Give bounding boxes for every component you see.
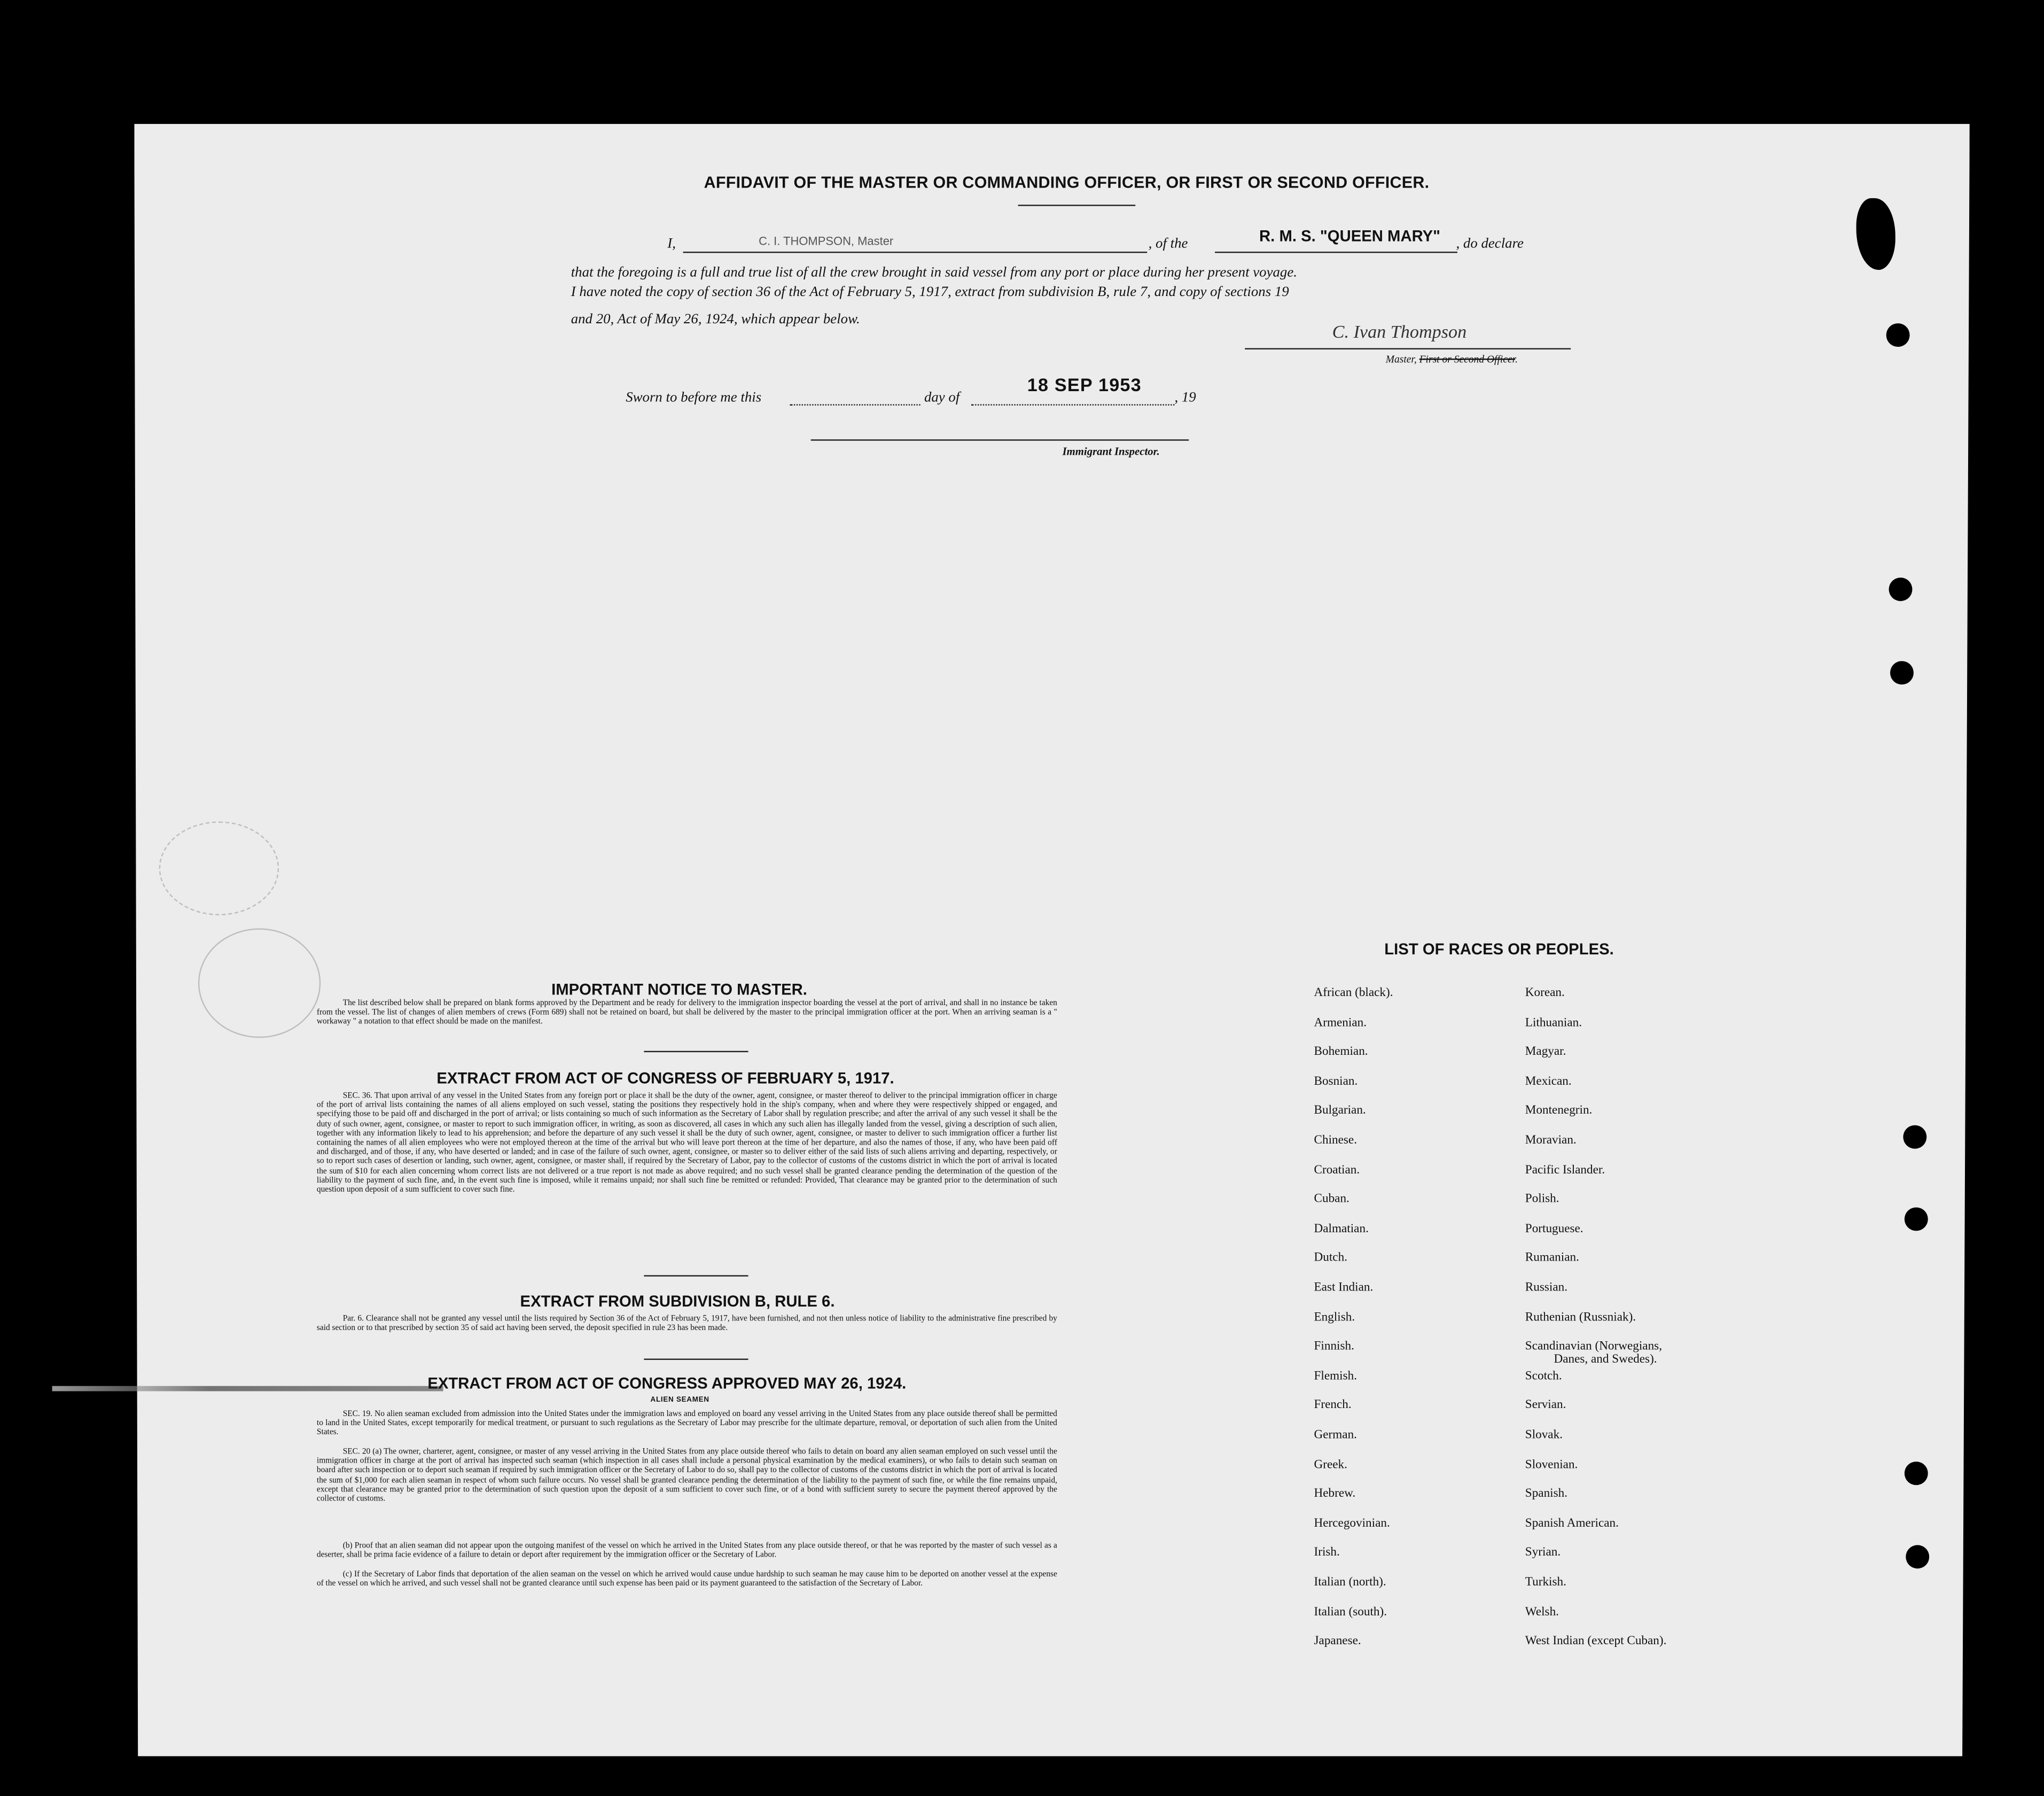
race-item: Lithuanian.: [1525, 1016, 1582, 1030]
of-the-text: , of the: [1148, 236, 1188, 252]
punch-hole: [1905, 1207, 1928, 1231]
race-item: Flemish.: [1314, 1370, 1358, 1383]
race-item: Chinese.: [1314, 1134, 1358, 1148]
sworn-day-line: [790, 404, 920, 405]
race-item: Slovenian.: [1525, 1458, 1578, 1472]
day-of-text: day of: [924, 390, 960, 406]
race-item: West Indian (except Cuban).: [1525, 1635, 1667, 1649]
separator-rule: [644, 1358, 748, 1359]
race-item: Magyar.: [1525, 1046, 1566, 1059]
year-suffix: , 19: [1174, 390, 1196, 406]
race-item: Bohemian.: [1314, 1046, 1368, 1059]
date-stamp: 18 SEP 1953: [1027, 374, 1142, 395]
race-item: Servian.: [1525, 1400, 1566, 1413]
faded-seal-stamp: [159, 821, 279, 915]
extract-1917-body: SEC. 36. That upon arrival of any vessel in the United States from any foreign port or place it shall be the duty of the owner, agent, consignee, or master thereof to deliver to the principal immigration officer in charge of the port of arrival lists containing the names of all aliens employed on such vessel, stating the positions they respectively hold in the ship's company, when and where they were respectively shipped or engaged, and specifying those to be paid off and discharged in the port of arrival; or lists containing so much of such information as the Secretary of Labor shall by regulation prescribe; and after the arrival of any such vessel it shall be the duty of such owner, agent, consignee, or master to report to such immigration officer, in writing, as soon as discovered, all cases in which any such alien has illegally landed from the vessel, giving a description of such alien, together with any information likely to lead to his apprehension; and before the departure of any such vessel it shall be the duty of such owner, agent, consignee, or master to deliver to such immigration officer a further list containing the names of all alien employees who were not employed thereon at the time of the arrival but who will leave port thereon at the time of her departure, and also the names of those, if any, who have been paid off and discharged, and of those, if any, who have deserted or landed; and in case of the failure of such owner, agent, consignee, or master so to deliver either of the said lists of such aliens arriving and departing, respectively, or so to report such cases of desertion or landing, such owner, agent, consignee, or master shall, if required by the Secretary of Labor, pay to the collector of customs of the customs district in which the port of arrival is located the sum of $10 for each alien concerning whom correct lists are not delivered or a true report is not made as above required; and no such vessel shall be granted clearance pending the determination of the question of the liability to the payment of such fine, and, in the event such fine is imposed, while it remains unpaid; nor shall such fine be remitted or refunded: Provided, That clearance may be granted prior to the determination of such question upon deposit of a sum sufficient to cover such fine.: [316, 1091, 1057, 1195]
signature-caption: [1386, 353, 1518, 365]
race-item: Portuguese.: [1525, 1223, 1583, 1236]
race-item: Finnish.: [1314, 1340, 1354, 1354]
race-item: Scandinavian (Norwegians,: [1525, 1340, 1662, 1354]
punch-hole: [1905, 1461, 1928, 1485]
races-title: LIST OF RACES OR PEOPLES.: [1384, 940, 1614, 959]
race-item: Turkish.: [1525, 1576, 1566, 1590]
rule6-title: EXTRACT FROM SUBDIVISION B, RULE 6.: [520, 1292, 835, 1311]
manifest-sheet: [134, 124, 1970, 1756]
race-item: Slovak.: [1525, 1429, 1563, 1442]
race-item: Rumanian.: [1525, 1252, 1579, 1265]
race-item: East Indian.: [1314, 1281, 1374, 1295]
race-item: French.: [1314, 1400, 1352, 1413]
race-item: Hercegovinian.: [1314, 1517, 1390, 1531]
separator-rule: [644, 1051, 748, 1052]
inspector-line: [811, 439, 1189, 440]
race-item: German.: [1314, 1429, 1358, 1442]
caption-master: Master,: [1385, 353, 1419, 366]
caption-period: .: [1515, 353, 1518, 366]
affidavit-lead: I,: [667, 236, 676, 252]
race-item: Bosnian.: [1314, 1075, 1358, 1089]
race-item: Moravian.: [1525, 1134, 1577, 1148]
alien-seamen-subtitle: ALIEN SEAMEN: [650, 1396, 709, 1404]
extract-1924-sec20a: SEC. 20 (a) The owner, charterer, agent, consignee, or master of any vessel arriving in the United States from any place outside thereof who fails to detain on board any alien seaman employed on such vessel until the immigration officer in charge at the port of arrival has inspected such seaman (which inspection in all cases shall include a personal physical examination by the medical examiners), or who fails to detain such seaman on board after such inspection or to deport such seaman if required by such immigration officer or the Secretary of Labor to do so, shall pay to the collector of customs of the customs district in which the port of arrival is located the sum of $1,000 for each alien seaman in respect of whom such failure occurs. No vessel shall be granted clearance pending the determination of the liability to the payment of such fine, or while the fine remains unpaid, except that clearance may be granted prior to the determination of such question upon the deposit of a sum sufficient to cover such fine, or of a bond with sufficient surety to secure the payment thereof approved by the collector of customs.: [316, 1447, 1057, 1504]
race-item: Dalmatian.: [1314, 1223, 1369, 1236]
race-item: Scotch.: [1525, 1370, 1562, 1383]
race-item: Italian (north).: [1314, 1576, 1386, 1590]
name-line: [683, 252, 1148, 253]
affidavit-line-3: I have noted the copy of section 36 of the Act of February 5, 1917, extract from subdivision B, rule 7, and copy of sections 19: [571, 284, 1289, 300]
inspector-caption: Immigrant Inspector.: [1062, 445, 1160, 458]
extract-1924-sec20c: (c) If the Secretary of Labor finds that deportation of the alien seaman on the vessel on which he arrived would cause undue hardship to such seaman he may cause him to be deported on another vessel at the expense of the vessel on which he arrived, and such vessel shall not be granted clearance until such expense has been paid or its payment guaranteed to the satisfaction of the Secretary of Labor.: [316, 1569, 1057, 1589]
caption-struck: First or Second Officer: [1419, 353, 1516, 366]
race-item: Korean.: [1525, 987, 1565, 1000]
do-declare-text: , do declare: [1456, 236, 1524, 252]
extract-1917-title: EXTRACT FROM ACT OF CONGRESS OF FEBRUARY 5, 1917.: [436, 1069, 894, 1087]
race-item: Ruthenian (Russniak).: [1525, 1311, 1636, 1325]
separator-rule: [644, 1275, 748, 1276]
race-item: Croatian.: [1314, 1163, 1360, 1177]
punch-hole: [1906, 1545, 1929, 1568]
punch-hole: [1886, 323, 1910, 347]
race-item: Spanish American.: [1525, 1517, 1619, 1531]
extract-1924-title: EXTRACT FROM ACT OF CONGRESS APPROVED MAY 26, 1924.: [427, 1374, 907, 1393]
signature-line: [1245, 348, 1571, 349]
affidavit-line-2: that the foregoing is a full and true list of all the crew brought in said vessel from any port or place during her present voyage.: [571, 265, 1297, 281]
race-item: Bulgarian.: [1314, 1105, 1366, 1118]
punch-hole: [1889, 578, 1913, 601]
race-item: Hebrew.: [1314, 1488, 1356, 1501]
sworn-text: Sworn to before me this: [626, 390, 762, 406]
rule6-body: Par. 6. Clearance shall not be granted any vessel until the lists required by Section 36 of the Act of February 5, 1917, have been furnished, and not then unless notice of liability to the administrative fine prescribed by said section or to that prescribed by section 35 of said act having been served, the deposit specified in rule 23 has been made.: [316, 1314, 1057, 1333]
faded-seal-stamp: [198, 928, 321, 1038]
race-item: Welsh.: [1525, 1606, 1559, 1619]
race-item: African (black).: [1314, 987, 1393, 1000]
master-name: C. I. THOMPSON, Master: [759, 235, 894, 248]
race-item-continuation: Danes, and Swedes).: [1554, 1353, 1657, 1367]
vessel-name: R. M. S. "QUEEN MARY": [1259, 227, 1441, 245]
race-item: Spanish.: [1525, 1488, 1568, 1501]
race-item: Greek.: [1314, 1458, 1347, 1472]
race-item: Polish.: [1525, 1193, 1559, 1207]
race-item: Cuban.: [1314, 1193, 1349, 1207]
race-item: Japanese.: [1314, 1635, 1361, 1649]
race-item: English.: [1314, 1311, 1355, 1325]
race-item: Italian (south).: [1314, 1606, 1387, 1619]
extract-1924-sec19: SEC. 19. No alien seaman excluded from admission into the United States under the immigration laws and employed on board any vessel arriving in the United States from any place outside thereof shall be permitted to land in the United States, except temporarily for medical treatment, or pursuant to such regulations as the Secretary of Labor may prescribe for the ultimate departure, removal, or deportation of such alien from the United States.: [316, 1409, 1057, 1437]
punch-hole: [1903, 1125, 1926, 1149]
punch-hole: [1890, 661, 1914, 685]
race-item: Dutch.: [1314, 1252, 1347, 1265]
sworn-month-line: [971, 404, 1175, 405]
notice-title: IMPORTANT NOTICE TO MASTER.: [551, 980, 807, 999]
race-item: Armenian.: [1314, 1016, 1367, 1030]
affidavit-line-4: and 20, Act of May 26, 1924, which appear below.: [571, 312, 860, 328]
scan-streak: [52, 1386, 443, 1391]
master-signature: C. Ivan Thompson: [1332, 323, 1467, 343]
race-item: Irish.: [1314, 1546, 1340, 1560]
race-item: Montenegrin.: [1525, 1105, 1593, 1118]
affidavit-title: AFFIDAVIT OF THE MASTER OR COMMANDING OFFICER, OR FIRST OR SECOND OFFICER.: [704, 173, 1430, 192]
extract-1924-sec20b: (b) Proof that an alien seaman did not appear upon the outgoing manifest of the vessel on which he arrived in the United States from any place outside thereof, or that he was reported by the master of such vessel as a deserter, shall be prima facie evidence of a failure to detain or deport after requirement by the immigration officer or the Secretary of Labor.: [316, 1541, 1057, 1560]
title-underline: [1018, 205, 1136, 206]
race-item: Russian.: [1525, 1281, 1568, 1295]
vessel-line: [1215, 252, 1457, 253]
race-item: Pacific Islander.: [1525, 1163, 1605, 1177]
race-item: Mexican.: [1525, 1075, 1572, 1089]
race-item: Syrian.: [1525, 1546, 1561, 1560]
notice-body: The list described below shall be prepared on blank forms approved by the Department and be ready for delivery to the immigration inspector boarding the vessel at the port of arrival, and shall in no instance be taken from the vessel. The list of changes of alien members of crews (Form 689) shall not be retained on board, but shall be delivered by the master to the principal immigration officer at the port. When an arriving seaman is a " workaway " a notation to that effect should be made on the manifest.: [316, 999, 1057, 1027]
